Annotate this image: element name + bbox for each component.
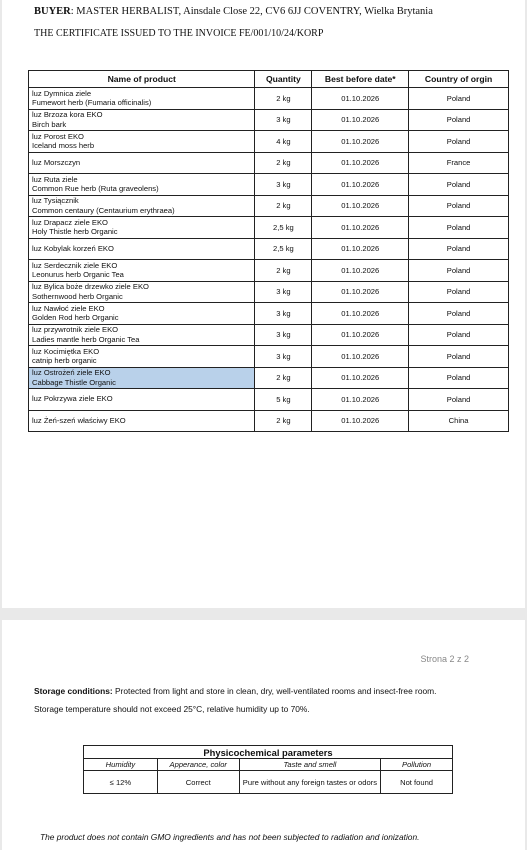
product-name-english: Holy Thistle herb Organic bbox=[32, 227, 118, 237]
table-row bbox=[29, 303, 509, 325]
phys-value-taste: Pure without any foreign tastes or odors bbox=[239, 771, 380, 794]
table-row bbox=[29, 367, 509, 389]
phys-value-pollution: Not found bbox=[381, 771, 453, 794]
buyer-text: : MASTER HERBALIST, Ainsdale Close 22, CV6 6JJ COVENTRY, Wielka Brytania bbox=[70, 6, 433, 17]
quantity-cell: 2 kg bbox=[255, 152, 312, 174]
country-cell: Poland bbox=[409, 217, 509, 239]
best-before-cell: 01.10.2026 bbox=[312, 88, 409, 110]
country-cell: Poland bbox=[409, 88, 509, 110]
product-name-cell bbox=[29, 410, 255, 432]
product-name-polish: luz Pokrzywa ziele EKO bbox=[32, 394, 113, 404]
products-table bbox=[28, 70, 509, 432]
col-header-best-before: Best before date* bbox=[312, 71, 409, 88]
table-row bbox=[29, 281, 509, 303]
quantity-cell: 2,5 kg bbox=[255, 238, 312, 260]
product-name-english: Sothernwood herb Organic bbox=[32, 291, 123, 301]
gmo-note: The product does not contain GMO ingredients and has not been subjected to radiation and ionization. bbox=[40, 832, 420, 842]
product-name-polish: luz Kobylak korzeń EKO bbox=[32, 243, 114, 253]
product-name-cell bbox=[29, 88, 255, 110]
quantity-cell: 2 kg bbox=[255, 410, 312, 432]
product-name-polish: luz Ostrożeń ziele EKO bbox=[32, 368, 111, 378]
table-row bbox=[29, 346, 509, 368]
quantity-cell: 2 kg bbox=[255, 367, 312, 389]
col-header-name: Name of product bbox=[29, 71, 255, 88]
storage-label: Storage conditions: bbox=[34, 686, 113, 696]
quantity-cell: 3 kg bbox=[255, 174, 312, 196]
product-name-polish: luz Tysiącznik bbox=[32, 196, 79, 206]
certificate-page-1 bbox=[2, 0, 525, 608]
product-name-cell bbox=[29, 238, 255, 260]
best-before-cell: 01.10.2026 bbox=[312, 303, 409, 325]
product-name-english: Cabbage Thistle Organic bbox=[32, 377, 116, 387]
country-cell: Poland bbox=[409, 109, 509, 131]
quantity-cell: 2,5 kg bbox=[255, 217, 312, 239]
product-name-polish: luz Drapacz ziele EKO bbox=[32, 217, 108, 227]
product-name-cell bbox=[29, 389, 255, 411]
phys-value-appearance: Correct bbox=[157, 771, 239, 794]
phys-header-appearance: Apperance, color bbox=[157, 759, 239, 771]
product-name-cell bbox=[29, 174, 255, 196]
best-before-cell: 01.10.2026 bbox=[312, 410, 409, 432]
storage-conditions bbox=[34, 682, 436, 718]
table-row bbox=[29, 174, 509, 196]
product-name-english: Common centaury (Centaurium erythraea) bbox=[32, 205, 175, 215]
table-row bbox=[29, 410, 509, 432]
storage-line-1 bbox=[34, 682, 436, 700]
table-row bbox=[29, 238, 509, 260]
physicochemical-header-row bbox=[84, 759, 453, 771]
product-name-polish: luz Serdecznik ziele EKO bbox=[32, 260, 118, 270]
product-name-polish: luz przywrotnik ziele EKO bbox=[32, 325, 119, 335]
quantity-cell: 4 kg bbox=[255, 131, 312, 153]
certificate-line: THE CERTIFICATE ISSUED TO THE INVOICE FE/001/10/24/KORP bbox=[34, 28, 324, 39]
country-cell: Poland bbox=[409, 303, 509, 325]
quantity-cell: 5 kg bbox=[255, 389, 312, 411]
quantity-cell: 3 kg bbox=[255, 109, 312, 131]
product-name-cell bbox=[29, 260, 255, 282]
best-before-cell: 01.10.2026 bbox=[312, 324, 409, 346]
phys-header-pollution: Pollution bbox=[381, 759, 453, 771]
product-name-cell bbox=[29, 195, 255, 217]
physicochemical-table bbox=[83, 745, 453, 794]
country-cell: Poland bbox=[409, 389, 509, 411]
country-cell: Poland bbox=[409, 131, 509, 153]
best-before-cell: 01.10.2026 bbox=[312, 281, 409, 303]
country-cell: Poland bbox=[409, 260, 509, 282]
product-name-polish: luz Żeń-szeń właściwy EKO bbox=[32, 415, 126, 425]
table-row bbox=[29, 109, 509, 131]
quantity-cell: 3 kg bbox=[255, 281, 312, 303]
best-before-cell: 01.10.2026 bbox=[312, 195, 409, 217]
best-before-cell: 01.10.2026 bbox=[312, 152, 409, 174]
product-name-polish: luz Ruta ziele bbox=[32, 174, 78, 184]
country-cell: Poland bbox=[409, 281, 509, 303]
product-name-english: Fumewort herb (Fumaria officinalis) bbox=[32, 98, 152, 108]
buyer-label: BUYER bbox=[34, 6, 71, 17]
product-name-english: Birch bark bbox=[32, 119, 67, 129]
product-name-cell bbox=[29, 346, 255, 368]
product-name-cell bbox=[29, 109, 255, 131]
quantity-cell: 3 kg bbox=[255, 303, 312, 325]
page-number: Strona 2 z 2 bbox=[420, 654, 469, 664]
product-name-cell bbox=[29, 152, 255, 174]
table-row bbox=[29, 131, 509, 153]
best-before-cell: 01.10.2026 bbox=[312, 217, 409, 239]
storage-text: Protected from light and store in clean, dry, well-ventilated rooms and insect-free room. bbox=[112, 686, 437, 696]
table-row bbox=[29, 324, 509, 346]
certificate-page-2 bbox=[2, 620, 525, 850]
table-row bbox=[29, 260, 509, 282]
buyer-line bbox=[34, 6, 433, 17]
best-before-cell: 01.10.2026 bbox=[312, 109, 409, 131]
country-cell: Poland bbox=[409, 346, 509, 368]
product-name-cell bbox=[29, 131, 255, 153]
product-name-polish: luz Porost EKO bbox=[32, 131, 84, 141]
product-name-english: Ladies mantle herb Organic Tea bbox=[32, 334, 140, 344]
table-row bbox=[29, 389, 509, 411]
best-before-cell: 01.10.2026 bbox=[312, 389, 409, 411]
country-cell: China bbox=[409, 410, 509, 432]
quantity-cell: 2 kg bbox=[255, 88, 312, 110]
product-name-cell bbox=[29, 281, 255, 303]
phys-value-humidity: ≤ 12% bbox=[84, 771, 158, 794]
country-cell: Poland bbox=[409, 238, 509, 260]
col-header-country: Country of orgin bbox=[409, 71, 509, 88]
quantity-cell: 2 kg bbox=[255, 260, 312, 282]
quantity-cell: 2 kg bbox=[255, 195, 312, 217]
table-row bbox=[29, 88, 509, 110]
table-row bbox=[29, 152, 509, 174]
col-header-quantity: Quantity bbox=[255, 71, 312, 88]
product-name-polish: luz Nawłoć ziele EKO bbox=[32, 303, 105, 313]
products-header-row bbox=[29, 71, 509, 88]
product-name-polish: luz Morszczyn bbox=[32, 157, 81, 167]
best-before-cell: 01.10.2026 bbox=[312, 174, 409, 196]
best-before-cell: 01.10.2026 bbox=[312, 131, 409, 153]
products-body bbox=[29, 88, 509, 432]
best-before-cell: 01.10.2026 bbox=[312, 238, 409, 260]
phys-header-humidity: Humidity bbox=[84, 759, 158, 771]
country-cell: Poland bbox=[409, 195, 509, 217]
country-cell: Poland bbox=[409, 367, 509, 389]
phys-header-taste: Taste and smell bbox=[239, 759, 380, 771]
best-before-cell: 01.10.2026 bbox=[312, 367, 409, 389]
country-cell: Poland bbox=[409, 324, 509, 346]
physicochemical-value-row bbox=[84, 771, 453, 794]
product-name-cell bbox=[29, 367, 255, 389]
product-name-polish: luz Brzoza kora EKO bbox=[32, 110, 103, 120]
product-name-english: catnip herb organic bbox=[32, 356, 97, 366]
table-row bbox=[29, 217, 509, 239]
physicochemical-title: Physicochemical parameters bbox=[84, 746, 453, 759]
quantity-cell: 3 kg bbox=[255, 346, 312, 368]
product-name-english: Common Rue herb (Ruta graveolens) bbox=[32, 184, 159, 194]
product-name-english: Leonurus herb Organic Tea bbox=[32, 270, 124, 280]
product-name-cell bbox=[29, 303, 255, 325]
best-before-cell: 01.10.2026 bbox=[312, 260, 409, 282]
product-name-polish: luz Bylica boże drzewko ziele EKO bbox=[32, 282, 149, 292]
table-row bbox=[29, 195, 509, 217]
product-name-english: Golden Rod herb Organic bbox=[32, 313, 119, 323]
quantity-cell: 3 kg bbox=[255, 324, 312, 346]
country-cell: France bbox=[409, 152, 509, 174]
storage-line-2: Storage temperature should not exceed 25°C, relative humidity up to 70%. bbox=[34, 704, 310, 714]
product-name-polish: luz Dymnica ziele bbox=[32, 88, 92, 98]
country-cell: Poland bbox=[409, 174, 509, 196]
best-before-cell: 01.10.2026 bbox=[312, 346, 409, 368]
product-name-english: Iceland moss herb bbox=[32, 141, 95, 151]
product-name-cell bbox=[29, 217, 255, 239]
product-name-polish: luz Kocimiętka EKO bbox=[32, 346, 100, 356]
product-name-cell bbox=[29, 324, 255, 346]
